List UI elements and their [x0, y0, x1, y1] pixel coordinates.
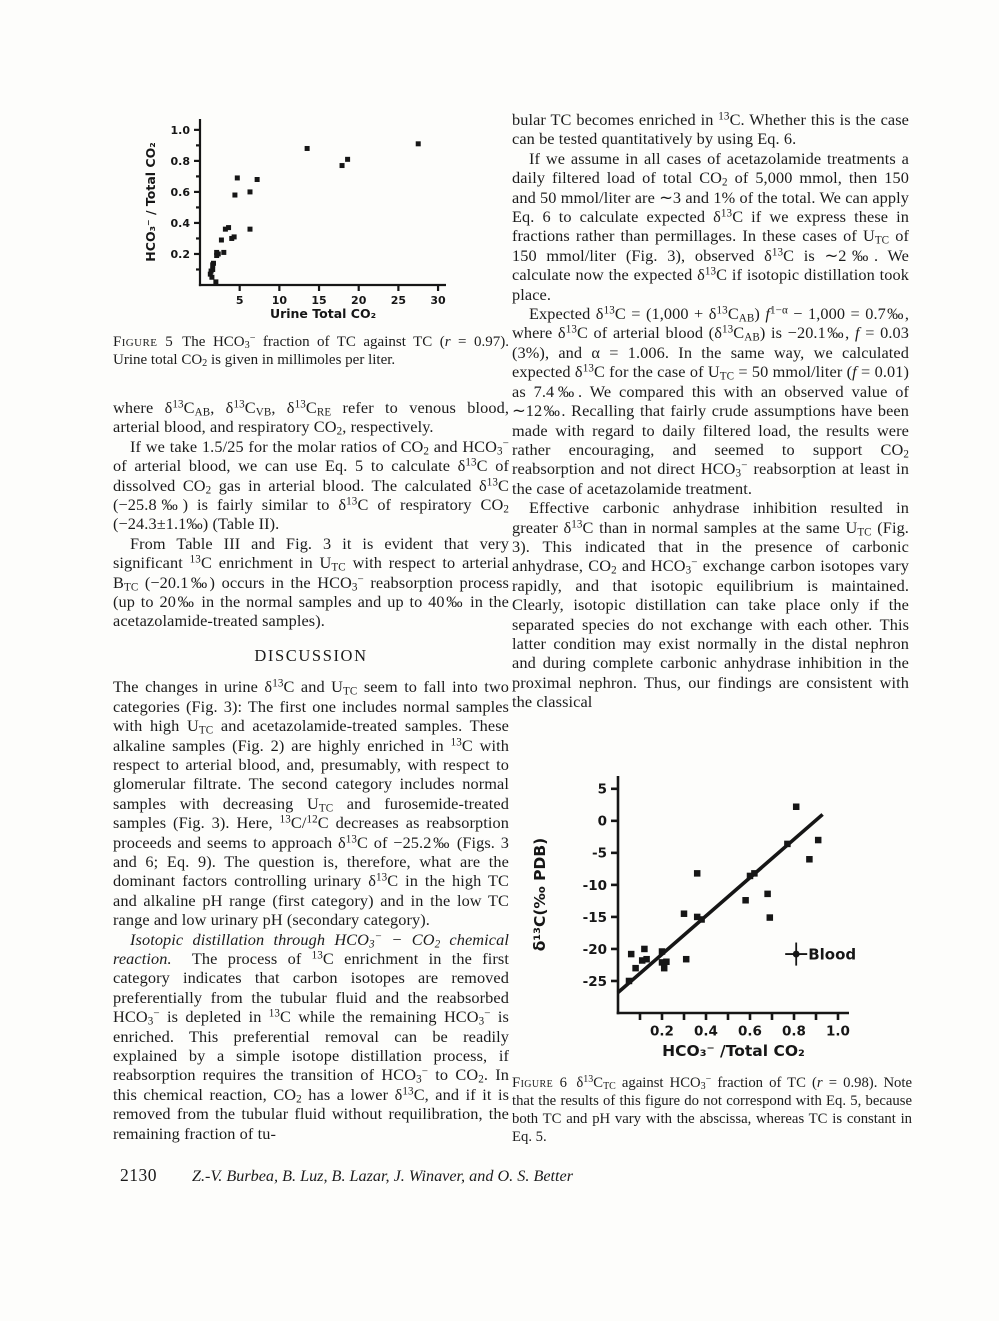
data-point [213, 279, 218, 284]
y-axis-label: HCO₃⁻ / Total CO₂ [143, 142, 158, 262]
paragraph-where-refer: where $\delta^{13}C_{AB}$, $\delta^{13}C_{VB}$, $\delta^{13}C_{RE}$ refer to venous blood, arterial blood, and respiratory $CO_2$, respectively. [113, 398, 509, 438]
y-tick-label: 1.0 [170, 123, 190, 137]
paragraph-table3-enrichment: From Table III and Fig. 3 it is evident that very significant $^{13}$C enrichment in $U_{TC}$ with respect to arterial $B_{TC}$ (−20.1‰) occurs in the $HCO_3^-$ reabsorption process (up to 20‰ in the normal samples and up to 40‰ in the acetazolamide-treated samples). [113, 533, 509, 631]
data-point [211, 261, 216, 266]
x-tick-label: 1.0 [826, 1023, 850, 1040]
data-point [247, 227, 252, 232]
data-point [784, 841, 791, 848]
data-point [216, 251, 221, 256]
y-axis-label: δ¹³C(‰ PDB) [531, 837, 549, 952]
figure5-caption-text: The $HCO_3^-$ fraction of TC against TC (r = 0.97). Urine total $CO_2$ is given in millimoles per liter. [113, 332, 509, 370]
figure5-caption-label: Figure 5 [113, 334, 174, 350]
figure5-caption [113, 333, 509, 370]
data-point [661, 965, 668, 972]
figure6-caption [512, 1074, 912, 1146]
x-tick-label: 0.8 [782, 1023, 806, 1040]
y-tick-label: 5 [597, 781, 607, 798]
data-point [641, 946, 648, 953]
y-tick-label: 0.8 [170, 154, 190, 168]
y-tick-label: -15 [582, 909, 607, 926]
y-tick-label: -20 [582, 941, 607, 958]
data-point [209, 275, 214, 280]
paragraph-bular-tc: bular TC becomes enriched in $^{13}$C. Whether this is the case can be tested quantitatively by using Eq. 6. [512, 110, 909, 149]
data-point [659, 948, 666, 955]
data-point [767, 914, 774, 921]
x-tick-label: 30 [430, 294, 446, 307]
x-axis-label: HCO₃⁻ /Total CO₂ [662, 1042, 805, 1060]
y-tick-label: -25 [582, 973, 607, 990]
paragraph-carbonic-anhydrase: Effective carbonic anhydrase inhibition resulted in greater $\delta^{13}C$ than in normal samples at the same $U_{TC}$ (Fig. 3). This indicated that in the presence of carbonic anhydrase, $CO_2$ and $HCO_3^-$ exchange carbon isotopes vary rapidly, and that isotopic equilibrium is maintained. Clearly, isotopic distillation can take place only if the separated species do not exchange with each other. This latter condition may exist normally in the distal nephron and during complete carbonic anhydrase inhibition in the proximal nephron. Thus, our findings are consistent with the classical [512, 498, 909, 712]
y-tick-label: -10 [582, 877, 607, 894]
data-point [751, 870, 758, 877]
paragraph-isotopic-distillation: Isotopic distillation through $HCO_3^- - CO_2$ chemical reaction. The process of $^{13}$C enrichment in the first category indicates that carbon isotopes are removed preferentially from the tubular fluid and the reabsorbed $HCO_3^-$ is depleted in $^{13}$C while the remaining $HCO_3^-$ is enriched. This preferential removal can be readily explained by a simple isotope distillation process, if reabsorption requires the transition of $HCO_3^-$ to $CO_2$. In this chemical reaction, $CO_2$ has a lower $\delta^{13}C$, and if it is removed from the tubular fluid without requilibration, the remaining fraction of tu- [113, 929, 510, 1143]
paragraph-assume-acetazolamide: If we assume in all cases of acetazolamide treatments a daily filtered load of total $CO_2$ of 5,000 mmol, then 150 and 50 mmol/liter are ∼3 and 1% of the total. We can apply Eq. 6 to calculate expected $\delta^{13}C$ if we express these in fractions rather than permillages. In these cases of $U_{TC}$ of 150 mmol/liter (Fig. 3), observed $\delta^{13}C$ is ∼2‰. We calculate now the expected $\delta^{13}C$ if isotopic distillation took place. [512, 148, 910, 304]
y-tick-label: 0.4 [170, 216, 190, 230]
paragraph-two-categories: The changes in urine $\delta^{13}C$ and $U_{TC}$ seem to fall into two categories (Fig. 3): The first one includes normal samples with high $U_{TC}$ and acetazolamide-treated samples. These alkaline samples (Fig. 2) are highly enriched in $^{13}$C with respect to arterial blood, and, presumably, with respect to glomerular filtrate. The second category includes normal samples with decreasing $U_{TC}$ and furosemide-treated samples (Fig. 3). Here, $^{13}$C/$^{12}$C decreases as reabsorption proceeds and seems to approach $\delta^{13}C$ of −25.2‰ (Figs. 3 and 6; Eq. 9). The question is, therefore, what are the dominant factors controlling urinary $\delta^{13}C$ in the high TC and alkaline pH range (first category) and in the low TC range and low urinary pH (secondary category). [113, 677, 509, 930]
data-point [694, 870, 701, 877]
data-point [698, 916, 705, 923]
x-tick-label: 20 [351, 294, 367, 307]
data-point [628, 951, 635, 958]
x-tick-label: 0.6 [738, 1023, 762, 1040]
data-point [416, 141, 421, 146]
data-point [247, 189, 252, 194]
paragraph-expected-delta: Expected $\delta^{13}C = (1,000 + \delta^{13}C_{AB}) f^{1-\alpha} - 1,000$ = 0.7‰, where $\delta^{13}C$ of arterial blood $(\delta^{13}C_{AB})$ is −20.1‰, f = 0.03 (3%), and α = 1.006. In the same way, we calculated expected $\delta^{13}C$ for the case of $U_{TC} = 50$ mmol/liter (f = 0.01) as 7.4‰. We compared this with an observed value of ∼12‰. Recalling that fairly crude assumptions have been made with regard to daily filtered load, the results were rather encouraging, and seemed to support $CO_2$ reabsorption and not direct $HCO_3^-$ reabsorption at least in the case of acetazolamide treatment. [512, 304, 910, 498]
data-point [742, 897, 749, 904]
data-points [208, 141, 421, 284]
left-column [113, 398, 509, 1143]
y-tick-label: -5 [592, 845, 607, 862]
data-point [681, 910, 688, 917]
y-tick-label: 0.6 [170, 185, 190, 199]
data-point [663, 959, 670, 966]
data-point [764, 891, 771, 898]
right-column [512, 110, 909, 712]
data-point [305, 146, 310, 151]
paragraph-molar-ratios: If we take 1.5/25 for the molar ratios of $CO_2$ and $HCO_3^-$ of arterial blood, we can use Eq. 5 to calculate $\delta^{13}C$ of dissolved $CO_2$ gas in arterial blood. The calculated $\delta^{13}C$ (−25.8‰) is fairly similar to $\delta^{13}C$ of respiratory $CO_2$ (−24.3±1.1‰) (Table II). [113, 436, 509, 534]
blood-label: Blood [808, 945, 857, 964]
data-point [626, 978, 633, 985]
data-point [632, 965, 639, 972]
data-point [793, 803, 800, 810]
data-point [210, 267, 215, 272]
data-points [626, 803, 822, 984]
x-tick-label: 15 [311, 294, 327, 307]
data-point [340, 163, 345, 168]
page-number: 2130 [120, 1165, 157, 1185]
data-point [232, 193, 237, 198]
data-point [806, 856, 813, 863]
y-tick-label: 0.2 [170, 247, 190, 261]
x-tick-label: 10 [271, 294, 288, 307]
data-point [683, 956, 690, 963]
data-point [221, 250, 226, 255]
x-tick-label: 0.2 [650, 1023, 674, 1040]
data-point [226, 225, 231, 230]
x-tick-label: 0.4 [694, 1023, 718, 1040]
figure6-caption-text: $\delta^{13}C_{TC}$ against $HCO_3^-$ fraction of TC (r = 0.98). Note that the results of this figure do not correspond with Eq. 5, because both TC and pH vary with the abscissa, whereas TC is constant in Eq. 5. [512, 1074, 912, 1145]
data-point [255, 177, 260, 182]
running-authors: Z.-V. Burbea, B. Luz, B. Lazar, J. Winaver, and O. S. Better [192, 1167, 573, 1185]
axes [611, 776, 849, 1020]
data-point [643, 956, 650, 963]
x-axis-label: Urine Total CO₂ [269, 306, 377, 321]
axes [194, 119, 446, 291]
figure6-caption-label: Figure 6 [512, 1075, 568, 1091]
discussion-heading: DISCUSSION [254, 645, 368, 665]
data-point [235, 175, 240, 180]
axis-text [143, 124, 446, 321]
y-tick-label: 0 [597, 813, 607, 830]
data-point [815, 837, 822, 844]
x-tick-label: 25 [390, 294, 407, 307]
axis-text [531, 782, 850, 1060]
data-point [219, 238, 224, 243]
figure6-scatter-plot [525, 765, 917, 1067]
data-point [232, 234, 237, 239]
blood-reference-marker [785, 943, 856, 966]
data-point [345, 157, 350, 162]
figure5-scatter-plot [142, 110, 472, 334]
x-tick-label: 5 [235, 294, 244, 307]
regression-line [618, 814, 823, 992]
